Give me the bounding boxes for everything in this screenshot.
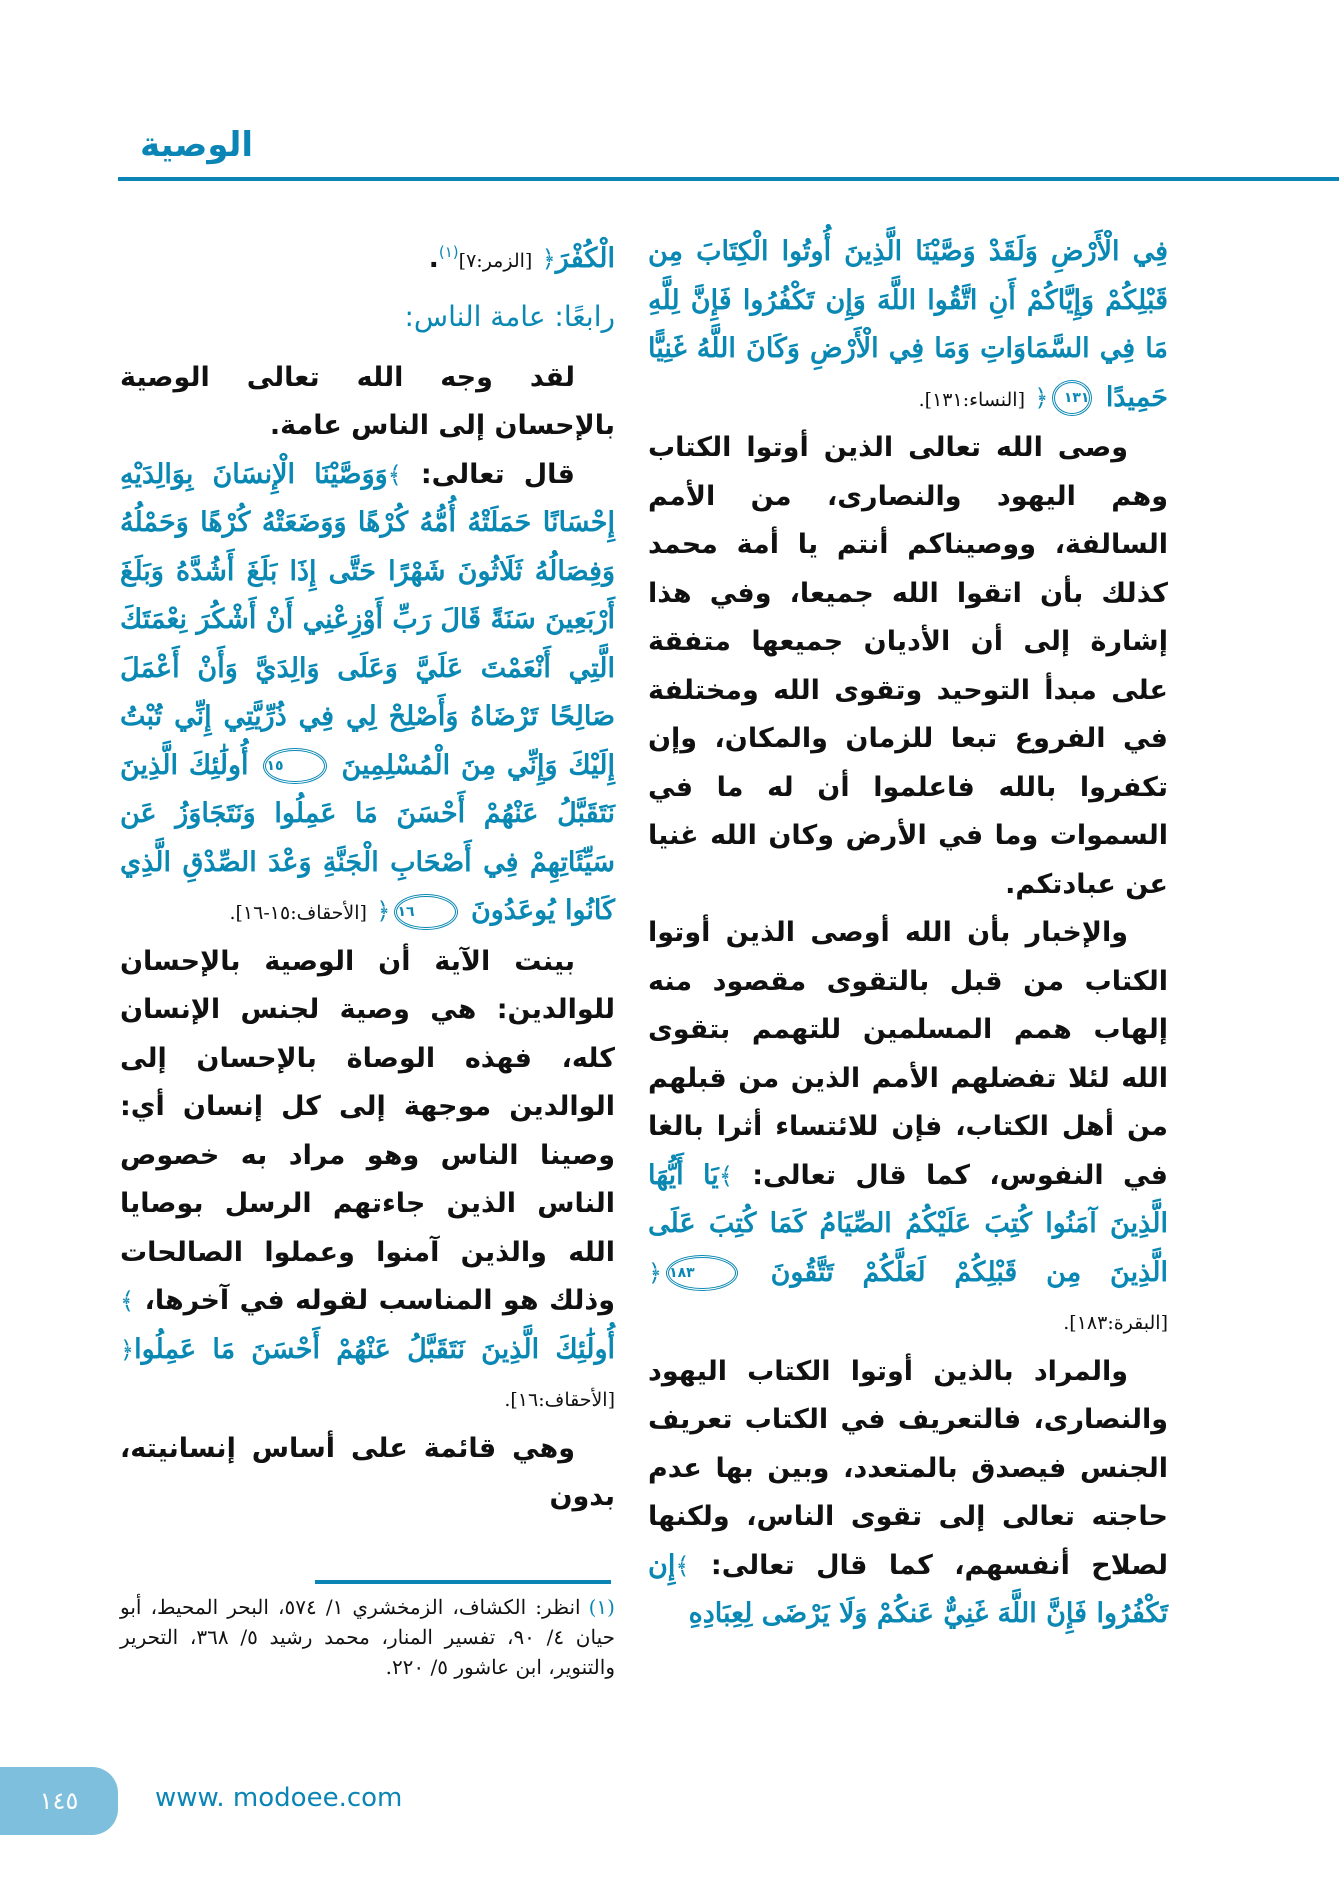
chapter-title: الوصية — [140, 125, 254, 165]
footnote-text: انظر: الكشاف، الزمخشري ١/ ٥٧٤، البحر المحيط، أبو حيان ٤/ ٩٠، تفسير المنار، محمد رشيد ٥/ ٣٦٨، التحرير والتنوير، ابن عاشور ٥/ ٢٢٠. — [120, 1595, 615, 1679]
footnote — [120, 1592, 615, 1682]
open-ornament-icon: ﴾ — [718, 1161, 733, 1190]
paragraph-text: بينت الآية أن الوصية بالإحسان للوالدين: هي وصية لجنس الإنسان كله، فهذه الوصاة بالإحسان إلى الوالدين موجهة إلى كل إنسان أي: وصينا الناس وهو مراد به خصوص الناس الذين جاءتهم الرسل بوصايا الله والذين آمنوا وعملوا الصالحات وذلك هو المناسب لقوله في آخرها، — [120, 945, 615, 1316]
quran-text: أُولَٰئِكَ الَّذِينَ نَتَقَبَّلُ عَنْهُمْ أَحْسَنَ مَا عَمِلُوا وَنَتَجَاوَزُ عَن سَيِّئَاتِهِمْ فِي أَصْحَابِ الْجَنَّةِ وَعْدَ الصِّدْقِ الَّذِي كَانُوا يُوعَدُونَ — [120, 749, 615, 926]
period: . — [428, 243, 439, 274]
paragraph-text: قال تعالى: — [420, 458, 575, 490]
quran-text: فِي الْأَرْضِ وَلَقَدْ وَصَّيْنَا الَّذِينَ أُوتُوا الْكِتَابَ مِن قَبْلِكُمْ وَإِيَّاكُمْ أَنِ اتَّقُوا اللَّهَ وَإِن تَكْفُرُوا فَإِنَّ لِلَّهِ مَا فِي السَّمَاوَاتِ وَمَا فِي الْأَرْضِ وَكَانَ اللَّهُ غَنِيًّا حَمِيدًا — [648, 236, 1168, 413]
open-ornament-icon: ﴾ — [387, 460, 402, 489]
open-ornament-icon: ﴾ — [675, 1551, 690, 1580]
verse-reference: [الأحقاف:١٥-١٦]. — [229, 902, 367, 924]
quran-continuation — [120, 228, 615, 286]
verse-reference: [الأحقاف:١٦]. — [504, 1389, 615, 1411]
right-column — [648, 228, 1168, 1639]
ayah-number-marker: ١٥ — [263, 748, 326, 784]
website-link[interactable]: www. modoee.com — [155, 1783, 403, 1813]
open-ornament-icon: ﴾ — [120, 1287, 135, 1315]
close-ornament-icon: ﴿ — [376, 897, 391, 925]
quran-text: يَا أَيُّهَا الَّذِينَ آمَنُوا كُتِبَ عَلَيْكُمُ الصِّيَامُ كَمَا كُتِبَ عَلَى الَّذِينَ مِن قَبْلِكُمْ لَعَلَّكُمْ تَتَّقُونَ — [648, 1159, 1168, 1288]
paragraph: وهي قائمة على أساس إنسانيته، بدون — [120, 1432, 615, 1512]
paragraph: وصى الله تعالى الذين أوتوا الكتاب وهم اليهود والنصارى، من الأمم السالفة، ووصيناكم أنتم يا أمة محمد كذلك بأن اتقوا الله جميعا، وفي هذا إشارة إلى أن الأديان جميعها متفقة على مبدأ التوحيد وتقوى الله ومختلفة في الفروع تبعا للزمان والمكان، وإن تكفروا بالله فاعلموا أن له ما في السموات وما في الأرض وكان الله غنيا عن عبادتكم. — [648, 432, 1168, 900]
section-heading: رابعًا: عامة الناس: — [404, 299, 615, 333]
left-column — [120, 228, 615, 1522]
paragraph-text: والمراد بالذين أوتوا الكتاب اليهود والنصارى، فالتعريف في الكتاب تعريف الجنس فيصدق بالمتعدد، وبين بها عدم حاجته تعالى إلى تقوى الناس، ولكنها لصلاح أنفسهم، كما قال تعالى: — [648, 1355, 1169, 1581]
quran-text: أُولَٰئِكَ الَّذِينَ نَتَقَبَّلُ عَنْهُمْ أَحْسَنَ مَا عَمِلُوا — [134, 1333, 615, 1365]
verse-reference: [الزمر:٧] — [458, 250, 533, 272]
close-ornament-icon: ﴿ — [120, 1335, 135, 1364]
header-divider — [118, 177, 1339, 181]
paragraph: لقد وجه الله تعالى الوصية بالإحسان إلى الناس عامة. — [120, 361, 615, 441]
paragraph-text: والإخبار بأن الله أوصى الذين أوتوا الكتاب من قبل بالتقوى مقصود منه إلهاب همم المسلمين للتهمم بتقوى الله لئلا تفضلهم الأمم الذين من قبلهم من أهل الكتاب، فإن للائتساء أثرا بالغا في النفوس، كما قال تعالى: — [648, 917, 1168, 1191]
quran-quote-ahqaf — [120, 451, 615, 938]
quran-text: وَوَصَّيْنَا الْإِنسَانَ بِوَالِدَيْهِ إِحْسَانًا حَمَلَتْهُ أُمُّهُ كُرْهًا وَوَضَعَتْهُ كُرْهًا وَحَمْلُهُ وَفِصَالُهُ ثَلَاثُونَ شَهْرًا حَتَّى إِذَا بَلَغَ أَشُدَّهُ وَبَلَغَ أَرْبَعِينَ سَنَةً قَالَ رَبِّ أَوْزِعْنِي أَنْ أَشْكُرَ نِعْمَتَكَ الَّتِي أَنْعَمْتَ عَلَيَّ وَعَلَى وَالِدَيَّ وَأَنْ أَعْمَلَ صَالِحًا تَرْضَاهُ وَأَصْلِحْ لِي فِي ذُرِّيَّتِي إِنِّي تُبْتُ إِلَيْكَ وَإِنِّي مِنَ الْمُسْلِمِينَ — [120, 458, 616, 781]
footnote-number: (١) — [588, 1595, 615, 1619]
close-ornament-icon: ﴿ — [1034, 383, 1049, 412]
quran-text: الْكُفْرَ — [555, 243, 615, 274]
footnote-divider — [315, 1580, 611, 1584]
verse-reference: [البقرة:١٨٣]. — [1063, 1312, 1168, 1334]
ayah-number-marker: ١٦ — [394, 894, 457, 930]
close-ornament-icon: ﴿ — [541, 245, 556, 273]
paragraph — [648, 909, 1168, 1348]
page-number-badge: ١٤٥ — [0, 1767, 118, 1835]
ayah-number-marker: ١٣١ — [1052, 380, 1092, 416]
ayah-number-marker: ١٨٣ — [666, 1255, 738, 1291]
verse-reference: [النساء:١٣١]. — [918, 388, 1025, 411]
footnote-marker[interactable]: (١) — [438, 243, 459, 261]
paragraph — [120, 938, 615, 1425]
close-ornament-icon: ﴿ — [648, 1258, 663, 1287]
quran-quote-nisa — [648, 228, 1168, 424]
quran-text: إِن تَكْفُرُوا فَإِنَّ اللَّهَ غَنِيٌّ عَنكُمْ وَلَا يَرْضَى لِعِبَادِهِ — [648, 1549, 1168, 1629]
paragraph — [648, 1348, 1168, 1639]
